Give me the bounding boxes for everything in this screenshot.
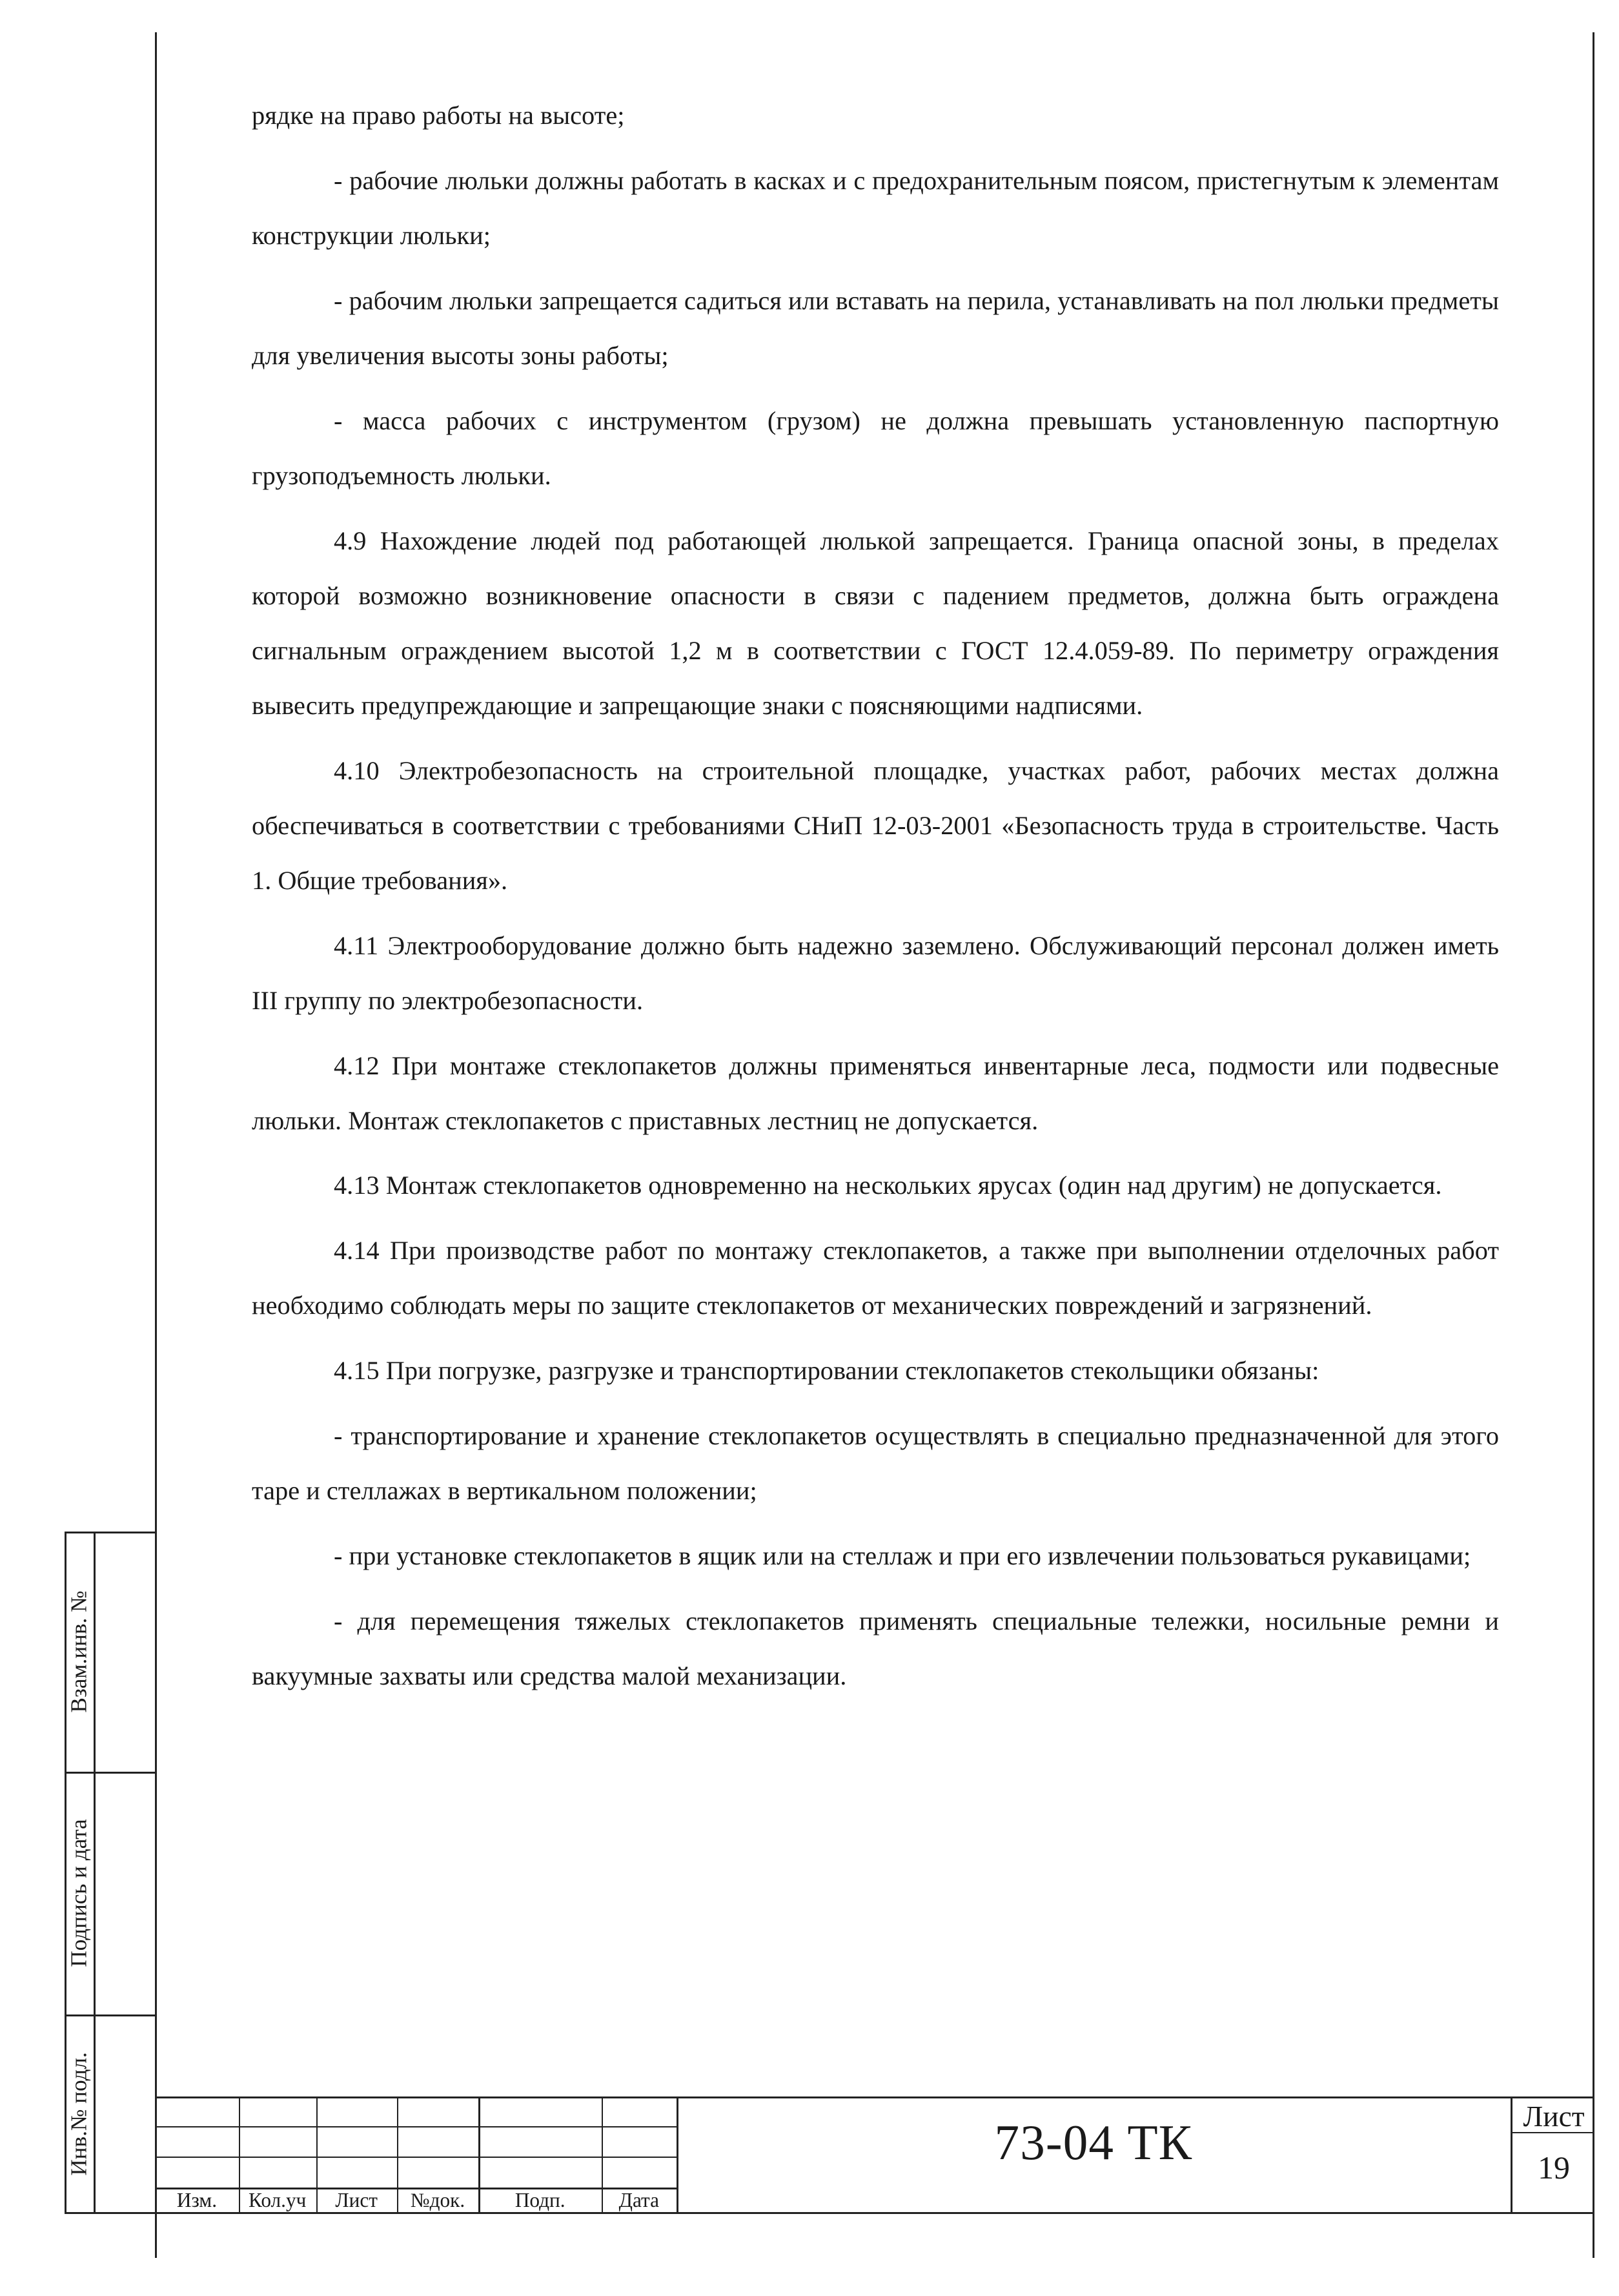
tb-header-izm: Изм.	[176, 2189, 218, 2212]
tb-line	[155, 2157, 676, 2158]
stamp-line	[94, 1532, 96, 2214]
body-text	[252, 88, 1499, 1714]
paragraph-4-10: 4.10 Электробезопасность на строительной площадке, участках работ, рабочих местах должна обеспечиваться в соответствии с требованиями СНиП 12-03-2001 «Безопасность труда в строительстве. Часть 1. Общие требования».	[252, 755, 1499, 895]
tb-header-data: Дата	[618, 2189, 659, 2212]
document-code: 73-04 ТК	[994, 2115, 1193, 2171]
paragraph: рядке на право работы на высоте;	[252, 101, 625, 130]
paragraph-4-9: 4.9 Нахождение людей под работающей люлькой запрещается. Граница опасной зоны, в пределах которой возможно возникновение опасности в связи с падением предметов, должна быть ограждена сигнальным ограждением высотой 1,2 м в соответствии с ГОСТ 12.4.059-89. По периметру ограждения вывесить предупреждающие и запрещающие знаки с поясняющими надписями.	[252, 526, 1499, 720]
stamp-podpis-data	[65, 1772, 94, 2014]
paragraph-4-12: 4.12 При монтаже стеклопакетов должны применяться инвентарные леса, подмости или подвесные люльки. Монтаж стеклопакетов с приставных лестниц не допускается.	[252, 1051, 1499, 1135]
tb-header-list: Лист	[335, 2189, 378, 2212]
paragraph: - при установке стеклопакетов в ящик или на стеллаж и при его извлечении пользоваться рукавицами;	[334, 1541, 1471, 1571]
sheet-number: 19	[1538, 2149, 1570, 2186]
paragraph: - масса рабочих с инструментом (грузом) не должна превышать установленную паспортную грузоподъемность люльки.	[252, 405, 1499, 490]
tb-line	[1511, 2096, 1512, 2213]
paragraph: - рабочим люльки запрещается садиться или вставать на перила, устанавливать на пол люльки предметы для увеличения высоты зоны работы;	[252, 285, 1499, 370]
tb-line	[155, 2126, 676, 2127]
paragraph-4-13: 4.13 Монтаж стеклопакетов одновременно на нескольких ярусах (один над другим) не допускается.	[334, 1171, 1442, 1200]
paragraph-4-11: 4.11 Электрооборудование должно быть надежно заземлено. Обслуживающий персонал должен иметь III группу по электробезопасности.	[252, 930, 1499, 1015]
stamp-podpis-data-label: Подпись и дата	[66, 1819, 92, 1967]
paragraph: - для перемещения тяжелых стеклопакетов применять специальные тележки, носильные ремни и вакуумные захваты или средства малой механизации.	[252, 1606, 1499, 1691]
paragraph-4-14: 4.14 При производстве работ по монтажу стеклопакетов, а также при выполнении отделочных работ необходимо соблюдать меры по защите стеклопакетов от механических повреждений и загрязнений.	[252, 1236, 1499, 1320]
stamp-vzam-inv-label: Взам.инв. №	[66, 1590, 92, 1713]
tb-header-podp: Подп.	[514, 2189, 565, 2212]
tb-line	[155, 2096, 1594, 2098]
paragraph: - транспортирование и хранение стеклопакетов осуществлять в специально предназначенной для этого таре и стеллажах в вертикальном положении;	[252, 1421, 1499, 1506]
title-block	[155, 2096, 1594, 2213]
paragraph-4-15: 4.15 При погрузке, разгрузке и транспортировании стеклопакетов стекольщики обязаны:	[334, 1356, 1319, 1386]
sheet-label: Лист	[1523, 2100, 1585, 2133]
stamp-inv-podl-label: Инв.№ подл.	[66, 2052, 92, 2177]
paragraph: - рабочие люльки должны работать в касках и с предохранительным поясом, пристегнутым к элементам конструкции люльки;	[252, 165, 1499, 250]
stamp-inv-podl	[65, 2014, 94, 2213]
tb-header-ndok: №док.	[410, 2189, 465, 2212]
tb-header-kol-uch: Кол.уч	[249, 2189, 307, 2212]
stamp-vzam-inv	[65, 1532, 94, 1772]
frame-right-border	[1593, 32, 1594, 2258]
side-stamp	[65, 1532, 157, 2214]
